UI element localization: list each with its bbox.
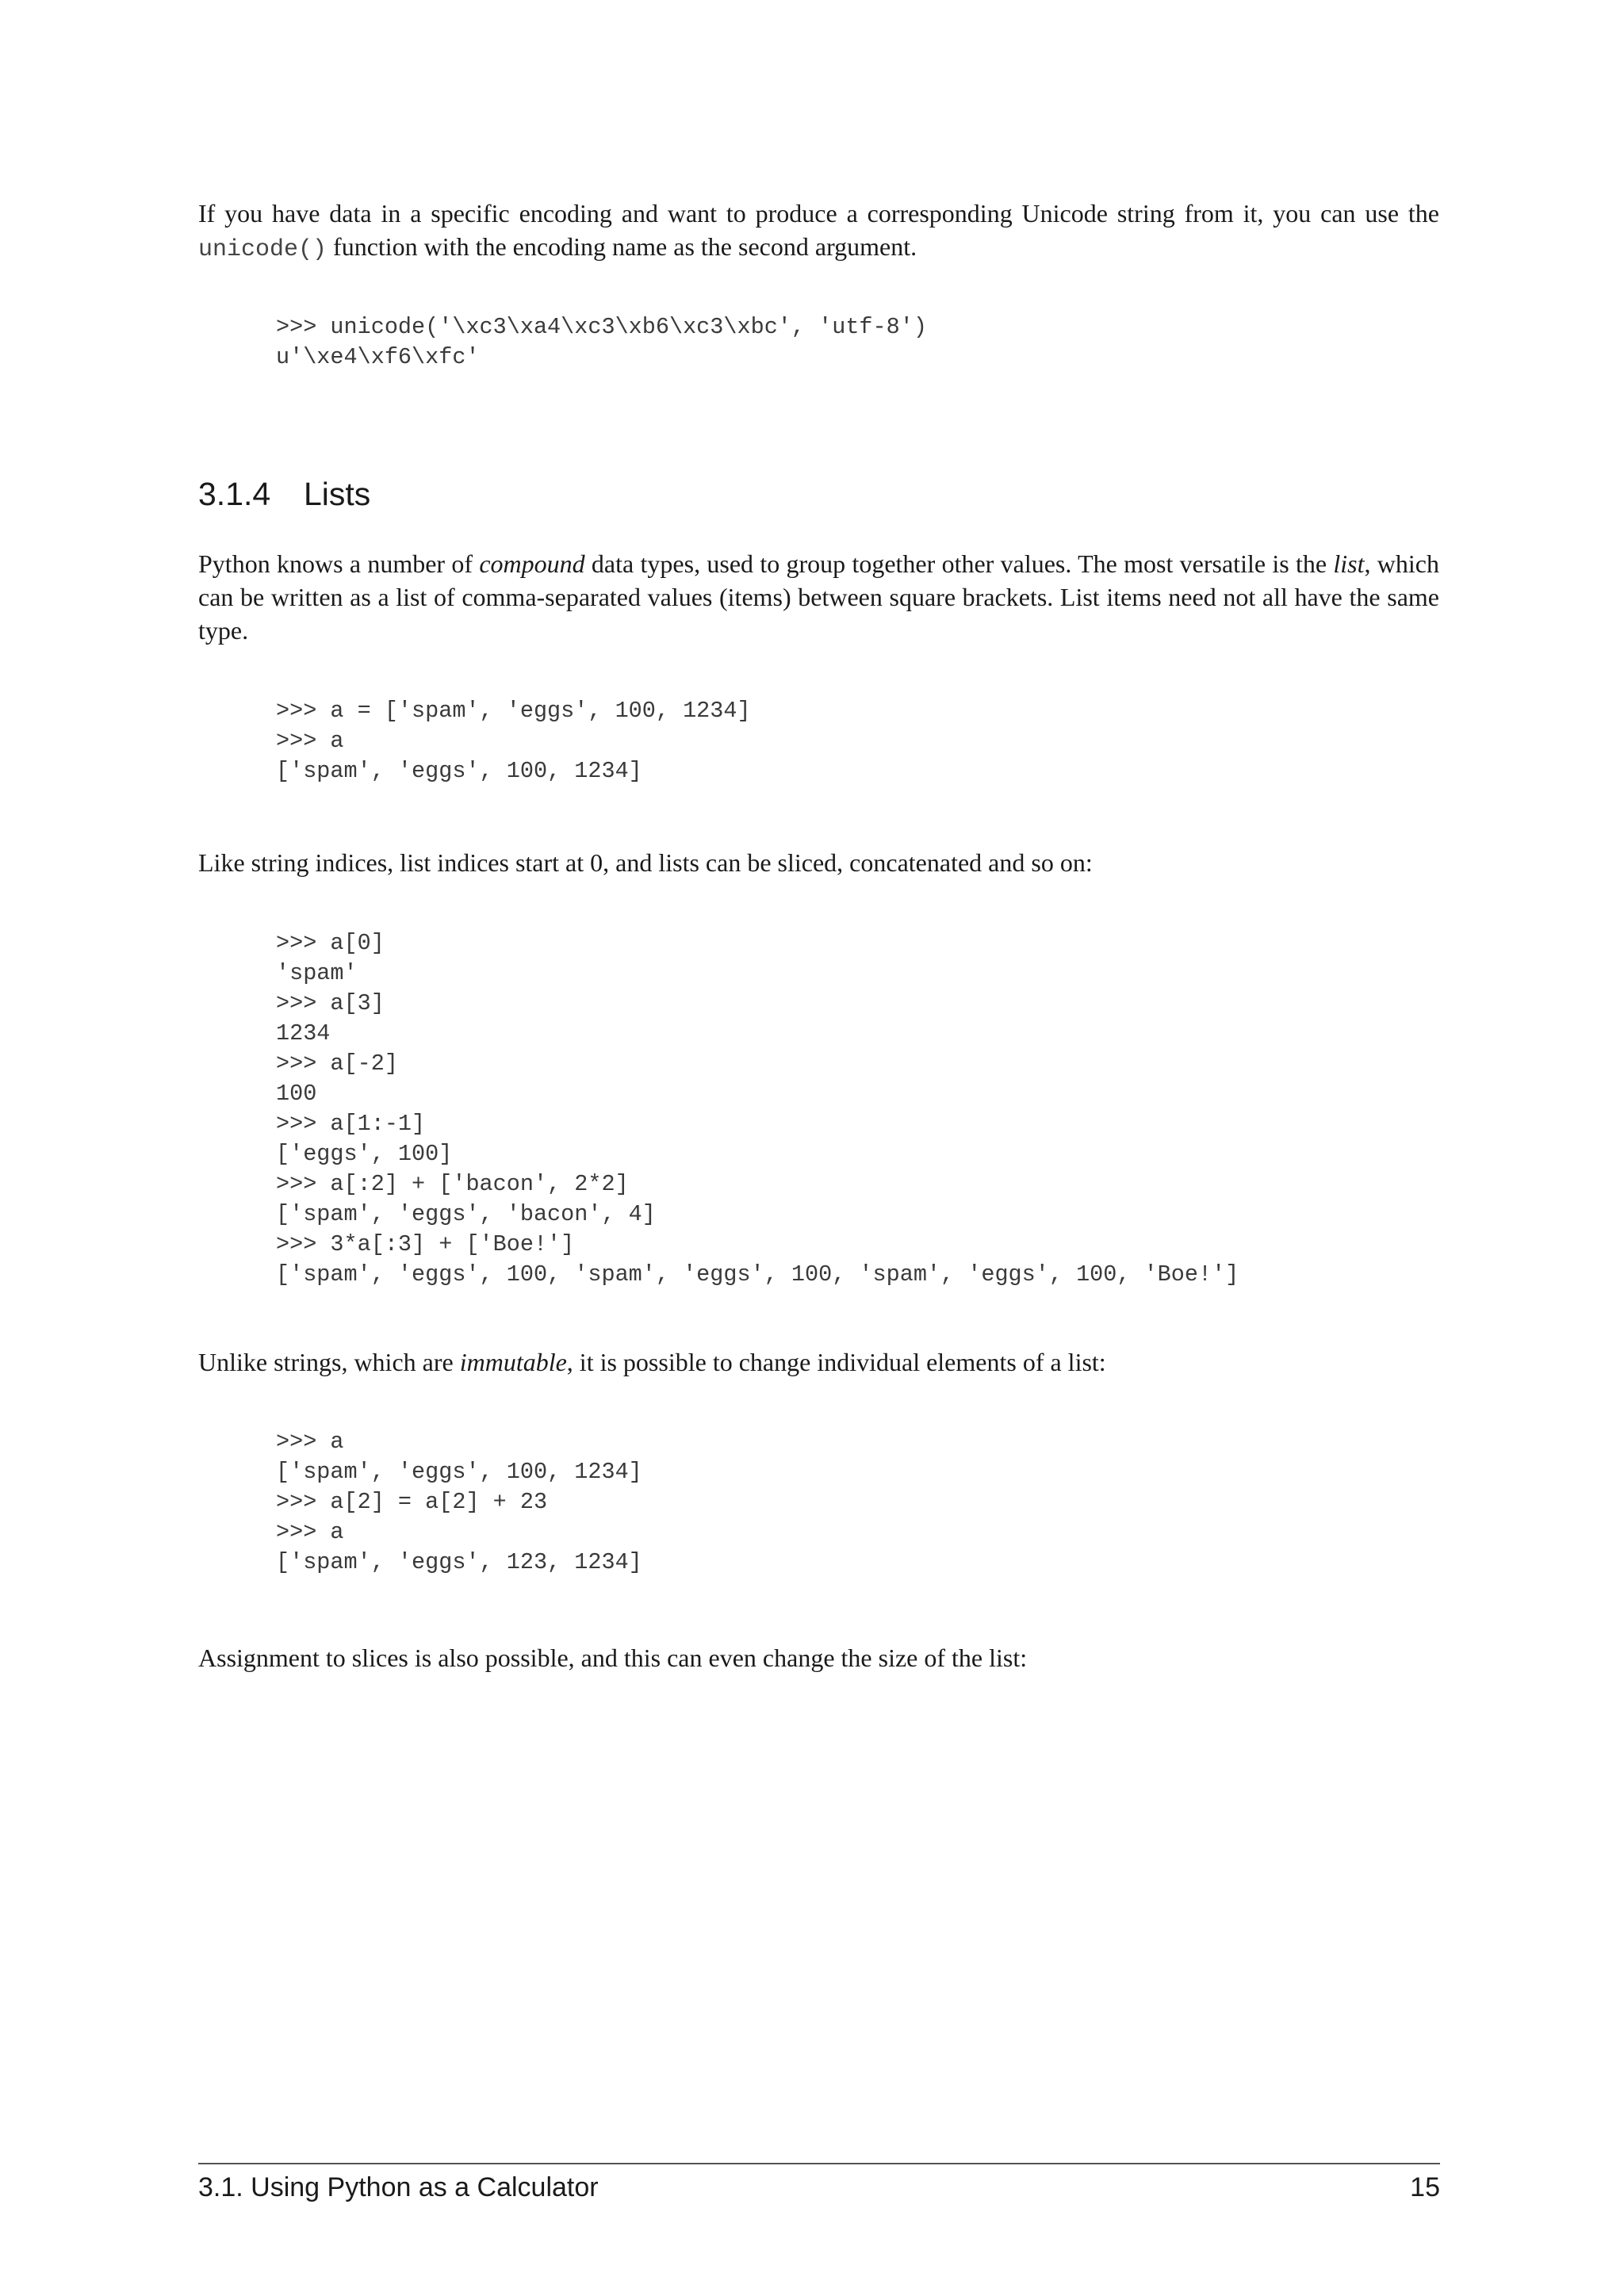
inline-code-unicode: unicode() <box>198 236 327 263</box>
code-line: >>> a[1:-1] <box>276 1111 426 1137</box>
lists-text: , which can be written as a list of comma-separated values (items) between square brackets. List items need not all have the same type. <box>198 549 1440 645</box>
code-line: ['spam', 'eggs', 123, 1234] <box>276 1549 642 1575</box>
code-line: u'\xe4\xf6\xfc' <box>276 344 480 370</box>
footer-divider <box>198 2163 1440 2164</box>
section-number: 3.1.4 <box>198 476 271 512</box>
intro-paragraph <box>198 197 1439 266</box>
code-line: >>> unicode('\xc3\xa4\xc3\xb6\xc3\xbc', 'utf-8') <box>276 314 927 340</box>
emphasis-compound: compound <box>479 549 585 578</box>
lists-text: data types, used to group together other values. The most versatile is the <box>584 549 1334 578</box>
code-line: >>> a[2] = a[2] + 23 <box>276 1489 548 1515</box>
code-block-list-create <box>276 696 751 786</box>
code-line: >>> a <box>276 1519 344 1545</box>
section-heading <box>198 472 370 516</box>
indices-paragraph: Like string indices, list indices start at 0, and lists can be sliced, concatenated and so on: <box>198 848 1093 877</box>
code-line: 'spam' <box>276 960 358 986</box>
slices-paragraph: Assignment to slices is also possible, and this can even change the size of the list: <box>198 1644 1028 1672</box>
section-title: Lists <box>304 476 371 512</box>
code-line: ['spam', 'eggs', 100, 'spam', 'eggs', 100, 'spam', 'eggs', 100, 'Boe!'] <box>276 1261 1239 1288</box>
code-line: ['spam', 'eggs', 100, 1234] <box>276 1459 642 1485</box>
code-line: >>> a = ['spam', 'eggs', 100, 1234] <box>276 698 751 724</box>
code-line: 100 <box>276 1081 317 1107</box>
mutable-text: , it is possible to change individual elements of a list: <box>566 1348 1106 1376</box>
code-block-list-mutation <box>276 1427 642 1578</box>
footer-section-label: 3.1. Using Python as a Calculator <box>198 2172 599 2202</box>
mutable-text: Unlike strings, which are <box>198 1348 460 1376</box>
code-line: >>> a <box>276 1429 344 1455</box>
lists-paragraph <box>198 547 1439 647</box>
lists-text: Python knows a number of <box>198 549 480 578</box>
intro-text-after: function with the encoding name as the second argument. <box>327 232 917 261</box>
code-line: >>> a[:2] + ['bacon', 2*2] <box>276 1171 629 1197</box>
code-block-list-indexing <box>276 928 1239 1290</box>
emphasis-list: list <box>1333 549 1365 578</box>
mutable-paragraph <box>198 1345 1439 1379</box>
code-line: >>> 3*a[:3] + ['Boe!'] <box>276 1231 575 1257</box>
code-line: ['spam', 'eggs', 'bacon', 4] <box>276 1201 656 1227</box>
code-line: 1234 <box>276 1020 331 1047</box>
code-block-unicode <box>276 312 927 373</box>
code-line: >>> a <box>276 728 344 754</box>
code-line: >>> a[-2] <box>276 1050 398 1077</box>
code-line: ['spam', 'eggs', 100, 1234] <box>276 758 642 784</box>
footer-page-number: 15 <box>1410 2172 1440 2202</box>
emphasis-immutable: immutable <box>459 1348 567 1376</box>
code-line: >>> a[0] <box>276 930 385 956</box>
code-line: ['eggs', 100] <box>276 1141 453 1167</box>
intro-text-before: If you have data in a specific encoding and want to produce a corresponding Unicode string from it, you can use the <box>198 199 1439 228</box>
code-line: >>> a[3] <box>276 990 385 1016</box>
